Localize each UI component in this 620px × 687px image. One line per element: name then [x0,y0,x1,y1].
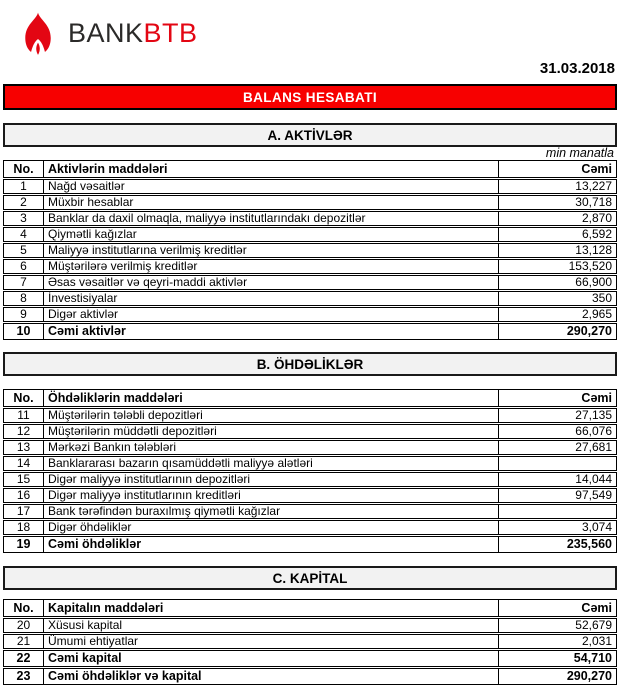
table-row [3,504,617,519]
row-item-label: Digər maliyyə institutlarının kreditləri [48,489,241,502]
row-number: 15 [4,473,44,486]
column-header-item: Kapitalın maddələri [48,601,164,615]
table-row [3,291,617,306]
section-a-header: A. AKTİVLƏR [3,123,617,147]
bank-btb-flame-icon [18,11,58,56]
row-item-label: Cəmi aktivlər [48,324,126,338]
row-total-value: 2,965 [498,308,616,321]
section-c-header: C. KAPİTAL [3,566,617,590]
table-row [3,275,617,290]
row-total-value: 350 [498,292,616,305]
table-row [3,520,617,535]
row-total-value: 290,270 [498,669,616,684]
table-header-row [3,599,617,617]
row-item-label: Əsas vəsaitlər və qeyri-maddi aktivlər [48,276,248,289]
table-row [3,211,617,226]
table-row [3,424,617,439]
row-number: 17 [4,505,44,518]
row-number: 9 [4,308,44,321]
row-number: 10 [4,324,44,339]
row-number: 23 [4,669,44,684]
table-row [3,323,617,340]
row-item-label: Digər öhdəliklər [48,521,132,534]
row-number: 21 [4,635,44,648]
row-total-value: 54,710 [498,651,616,666]
table-row [3,227,617,242]
row-item-label: Digər maliyyə institutlarının depozitləri [48,473,251,486]
row-total-value [498,505,616,518]
row-item-label: Qiymətli kağızlar [48,228,137,241]
column-header-total: Cəmi [498,600,616,616]
table-row [3,179,617,194]
row-number: 4 [4,228,44,241]
row-number: 7 [4,276,44,289]
table-row [3,259,617,274]
column-header-total: Cəmi [498,161,616,177]
row-number: 19 [4,537,44,552]
row-number: 2 [4,196,44,209]
column-header-no: No. [4,390,44,406]
row-item-label: Ümumi ehtiyatlar [48,635,139,648]
row-total-value [498,457,616,470]
table-row [3,634,617,649]
report-title-banner: BALANS HESABATI [3,84,617,110]
table-row [3,195,617,210]
table-row [3,650,617,667]
row-total-value: 13,227 [498,180,616,193]
report-date: 31.03.2018 [539,60,615,77]
row-number: 8 [4,292,44,305]
row-item-label: Bank tərəfindən buraxılmış qiymətli kağızlar [48,505,281,518]
row-total-value: 153,520 [498,260,616,273]
row-total-value: 235,560 [498,537,616,552]
row-total-value: 27,681 [498,441,616,454]
row-number: 6 [4,260,44,273]
row-item-label: Banklararası bazarın qısamüddətli maliyyə alətləri [48,457,313,470]
row-total-value: 30,718 [498,196,616,209]
table-row [3,243,617,258]
row-total-value: 2,031 [498,635,616,648]
table-header-row [3,389,617,407]
row-total-value: 3,074 [498,521,616,534]
row-total-value: 52,679 [498,619,616,632]
section-b-header: B. ÖHDƏLİKLƏR [3,352,617,376]
row-total-value: 14,044 [498,473,616,486]
row-item-label: Cəmi öhdəliklər [48,537,142,551]
bank-logo [0,0,620,56]
row-number: 12 [4,425,44,438]
table-row [3,408,617,423]
row-item-label: Müştərilərə verilmiş kreditlər [48,260,198,273]
spacer [0,590,620,599]
row-total-value: 97,549 [498,489,616,502]
row-number: 1 [4,180,44,193]
unit-note: min manatla [545,146,614,160]
row-item-label: Cəmi öhdəliklər və kapital [48,669,202,683]
row-number: 13 [4,441,44,454]
column-header-item: Öhdəliklərin maddələri [48,391,183,405]
liabilities-table [3,389,617,553]
spacer [0,376,620,389]
row-number: 18 [4,521,44,534]
row-item-label: Nağd vəsaitlər [48,180,125,193]
row-item-label: Maliyyə institutlarına verilmiş kreditlər [48,244,247,257]
row-total-value: 290,270 [498,324,616,339]
row-number: 5 [4,244,44,257]
row-item-label: Banklar da daxil olmaqla, maliyyə institutlarındakı depozitlər [48,212,366,225]
column-header-no: No. [4,161,44,177]
table-row [3,618,617,633]
row-item-label: Mərkəzi Bankın tələbləri [48,441,177,454]
table-row [3,536,617,553]
row-number: 20 [4,619,44,632]
row-item-label: Cəmi kapital [48,651,122,665]
spacer [0,553,620,566]
column-header-total: Cəmi [498,390,616,406]
row-item-label: İnvestisiyalar [48,292,118,305]
row-item-label: Digər aktivlər [48,308,119,321]
spacer [0,340,620,352]
table-row [3,472,617,487]
column-header-no: No. [4,600,44,616]
row-item-label: Xüsusi kapital [48,619,123,632]
row-number: 16 [4,489,44,502]
row-item-label: Müxbir hesablar [48,196,134,209]
row-total-value: 2,870 [498,212,616,225]
table-row [3,307,617,322]
capital-table [3,599,617,685]
row-total-value: 66,076 [498,425,616,438]
row-item-label: Müştərilərin tələbli depozitləri [48,409,203,422]
wordmark-bank-text: BANK [68,17,144,48]
column-header-item: Aktivlərin maddələri [48,162,168,176]
row-number: 14 [4,457,44,470]
table-row [3,488,617,503]
wordmark-btb-text: BTB [143,17,198,48]
bank-wordmark [68,18,198,49]
assets-table [3,160,617,340]
row-number: 22 [4,651,44,666]
row-item-label: Müştərilərin müddətli depozitləri [48,425,217,438]
row-total-value: 6,592 [498,228,616,241]
row-total-value: 66,900 [498,276,616,289]
row-number: 11 [4,409,44,422]
table-row [3,440,617,455]
table-row [3,456,617,471]
row-total-value: 27,135 [498,409,616,422]
table-row [3,668,617,685]
row-total-value: 13,128 [498,244,616,257]
table-header-row [3,160,617,178]
row-number: 3 [4,212,44,225]
